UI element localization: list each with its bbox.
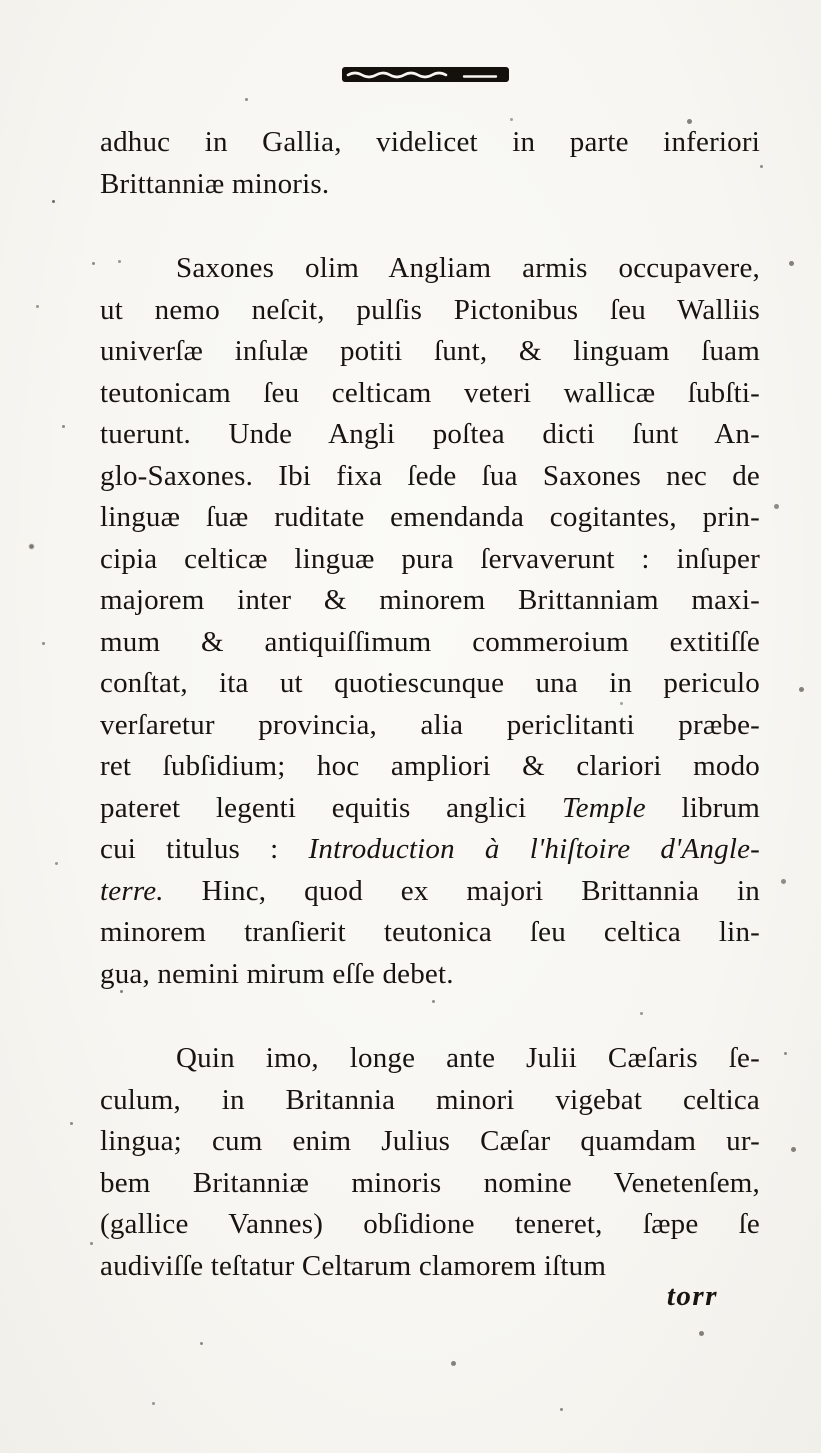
body-text: gua, nemini mirum eſſe debet. <box>100 957 454 990</box>
text-line <box>100 290 760 332</box>
body-text: cui titulus : <box>100 833 309 865</box>
text-line <box>100 1163 760 1205</box>
text-line <box>100 1204 760 1246</box>
body-text: (gallice Vannes) obſidione teneret, ſæpe ſe <box>100 1208 760 1240</box>
paragraph <box>100 248 760 995</box>
text-line <box>100 122 760 164</box>
body-text: Brittanniæ minoris. <box>100 167 330 200</box>
body-text: majorem inter & minorem Brittanniam maxi- <box>100 584 760 616</box>
text-line <box>100 788 760 830</box>
catchword: torr <box>666 1280 718 1312</box>
body-text: mum & antiquiſſimum commeroium extitiſſe <box>100 625 760 658</box>
body-text: culum, in Britannia minori vigebat celtica <box>100 1083 760 1116</box>
body-text: univerſæ inſulæ potiti ſunt, & linguam ſuam <box>100 335 760 367</box>
text-line <box>100 456 760 498</box>
text-line <box>100 331 760 373</box>
body-text: Saxones olim Angliam armis occupavere, <box>176 252 760 284</box>
body-text: tuerunt. Unde Angli poſtea dicti ſunt An- <box>100 418 760 450</box>
italic-text: Introduction à l'hiſtoire d'Angle- <box>308 833 760 865</box>
body-text: Quin imo, longe ante Julii Cæſaris ſe- <box>176 1042 760 1074</box>
body-text: linguæ ſuæ ruditate emendanda cogitantes, prin- <box>100 501 760 533</box>
body-text: verſaretur provincia, alia periclitanti præbe- <box>100 708 760 741</box>
text-line <box>100 414 760 456</box>
italic-text: terre. <box>100 874 164 907</box>
paragraph <box>100 122 760 205</box>
text-line <box>100 1121 760 1163</box>
paragraph <box>100 1038 760 1287</box>
text-line <box>100 1080 760 1122</box>
text-line <box>100 1038 760 1080</box>
text-line <box>100 622 760 664</box>
body-text: audiviſſe teſtatur Celtarum clamorem iſtum <box>100 1249 607 1282</box>
body-text: conſtat, ita ut quotiescunque una in periculo <box>100 667 760 699</box>
body-text: lingua; cum enim Julius Cæſar quamdam ur- <box>100 1125 760 1157</box>
text-line <box>100 1246 760 1288</box>
body-text: glo-Saxones. Ibi fixa ſede ſua Saxones nec de <box>100 459 760 492</box>
body-text: librum <box>645 791 760 824</box>
body-text: cipia celticæ linguæ pura ſervaverunt : inſuper <box>100 542 760 575</box>
text-line <box>100 164 760 206</box>
text-block <box>100 122 760 1287</box>
italic-text: Temple <box>561 791 646 824</box>
body-text: ret ſubſidium; hoc ampliori & clariori modo <box>100 750 760 782</box>
body-text: pateret legenti equitis anglici <box>100 791 562 824</box>
text-line <box>100 663 760 705</box>
text-line <box>100 373 760 415</box>
text-line <box>100 248 760 290</box>
body-text: adhuc in Gallia, videlicet in parte inferiori <box>100 126 760 158</box>
text-line <box>100 539 760 581</box>
text-line <box>100 705 760 747</box>
text-line <box>100 829 760 871</box>
body-text: bem Britanniæ minoris nomine Venetenſem, <box>100 1166 760 1199</box>
body-text: minorem tranſierit teutonica ſeu celtica lin- <box>100 916 760 948</box>
text-line <box>100 871 760 913</box>
text-line <box>100 746 760 788</box>
text-line <box>100 954 760 996</box>
text-line <box>100 580 760 622</box>
text-line <box>100 912 760 954</box>
body-text: Hinc, quod ex majori Brittannia in <box>163 874 760 907</box>
header-rule-ornament <box>342 64 509 86</box>
body-text: ut nemo neſcit, pulſis Pictonibus ſeu Walliis <box>100 293 760 326</box>
body-text: teutonicam ſeu celticam veteri wallicæ ſubſti- <box>100 376 760 409</box>
text-line <box>100 497 760 539</box>
